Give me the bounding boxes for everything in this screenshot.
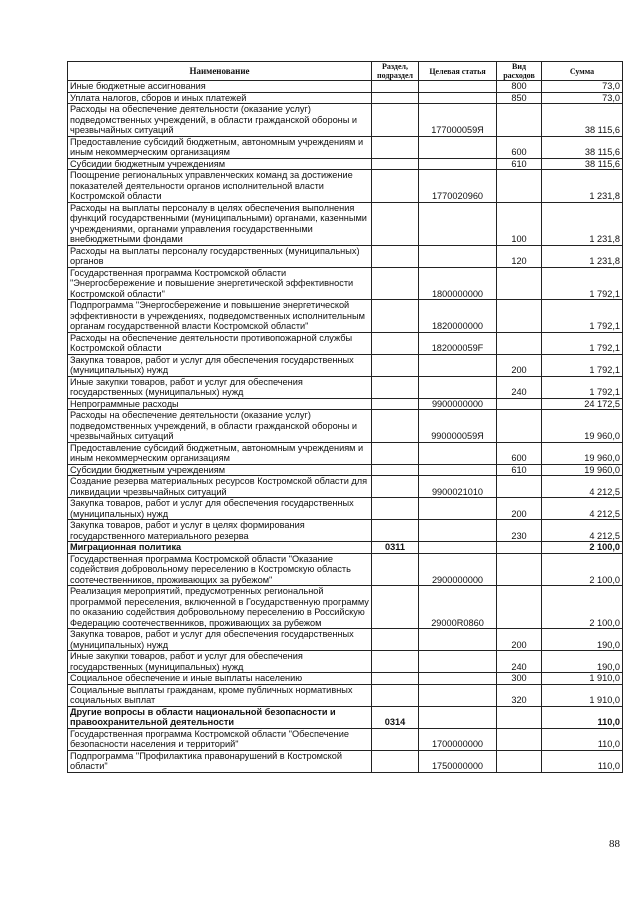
cell-exptype xyxy=(497,728,542,750)
cell-name: Закупка товаров, работ и услуг для обеспечения государственных (муниципальных) нужд xyxy=(68,498,372,520)
cell-target: 2900000000 xyxy=(419,553,497,586)
cell-exptype: 100 xyxy=(497,202,542,245)
cell-amount: 1 231,8 xyxy=(542,202,623,245)
table-row xyxy=(68,170,623,203)
cell-section xyxy=(372,684,419,706)
cell-section xyxy=(372,442,419,464)
cell-exptype xyxy=(497,586,542,629)
cell-section xyxy=(372,354,419,376)
cell-amount: 4 212,5 xyxy=(542,520,623,542)
cell-amount: 38 115,6 xyxy=(542,136,623,158)
col-header-target: Целевая статья xyxy=(419,62,497,81)
table-row xyxy=(68,684,623,706)
table-row xyxy=(68,542,623,554)
cell-section xyxy=(372,300,419,333)
cell-exptype: 200 xyxy=(497,498,542,520)
cell-name: Уплата налогов, сборов и иных платежей xyxy=(68,92,372,104)
col-header-exptype: Вид расходов xyxy=(497,62,542,81)
cell-section xyxy=(372,498,419,520)
cell-target xyxy=(419,464,497,476)
cell-target xyxy=(419,376,497,398)
table-header-row xyxy=(68,62,623,81)
cell-target xyxy=(419,158,497,170)
table-row xyxy=(68,553,623,586)
cell-exptype xyxy=(497,332,542,354)
table-row xyxy=(68,410,623,443)
cell-amount: 1 792,1 xyxy=(542,267,623,300)
cell-amount: 190,0 xyxy=(542,651,623,673)
cell-section xyxy=(372,245,419,267)
cell-amount: 1 792,1 xyxy=(542,332,623,354)
cell-exptype: 320 xyxy=(497,684,542,706)
cell-amount: 19 960,0 xyxy=(542,442,623,464)
cell-target: 177000059Я xyxy=(419,104,497,137)
cell-exptype: 850 xyxy=(497,92,542,104)
table-row xyxy=(68,354,623,376)
cell-exptype: 120 xyxy=(497,245,542,267)
cell-exptype xyxy=(497,170,542,203)
cell-name: Социальное обеспечение и иные выплаты населению xyxy=(68,673,372,685)
cell-exptype: 600 xyxy=(497,442,542,464)
cell-name: Государственная программа Костромской области "Обеспечение безопасности населения и территорий" xyxy=(68,728,372,750)
table-row xyxy=(68,476,623,498)
cell-target xyxy=(419,498,497,520)
cell-section: 0311 xyxy=(372,542,419,554)
table-row xyxy=(68,750,623,772)
cell-target xyxy=(419,520,497,542)
cell-amount: 1 231,8 xyxy=(542,245,623,267)
table-row xyxy=(68,92,623,104)
cell-section xyxy=(372,267,419,300)
cell-exptype: 610 xyxy=(497,464,542,476)
page-number: 88 xyxy=(609,838,620,850)
cell-target xyxy=(419,542,497,554)
cell-amount: 2 100,0 xyxy=(542,553,623,586)
cell-target: 1820000000 xyxy=(419,300,497,333)
cell-target xyxy=(419,651,497,673)
cell-name: Социальные выплаты гражданам, кроме публичных нормативных социальных выплат xyxy=(68,684,372,706)
cell-amount: 38 115,6 xyxy=(542,104,623,137)
cell-amount: 1 792,1 xyxy=(542,376,623,398)
cell-target xyxy=(419,136,497,158)
cell-amount: 73,0 xyxy=(542,81,623,93)
cell-target xyxy=(419,92,497,104)
table-row xyxy=(68,300,623,333)
cell-name: Подпрограмма "Энергосбережение и повышение энергетической эффективности в учреждениях, подведомственных исполнительным органам государственной власти Костромской области" xyxy=(68,300,372,333)
cell-target: 9900021010 xyxy=(419,476,497,498)
cell-name: Расходы на выплаты персоналу в целях обеспечения выполнения функций государственными (муниципальными) органами, казенными учреждениями, органами управления государственными внебюджетными фондами xyxy=(68,202,372,245)
cell-section xyxy=(372,673,419,685)
table-row xyxy=(68,245,623,267)
table-row xyxy=(68,706,623,728)
cell-name: Предоставление субсидий бюджетным, автономным учреждениям и иным некоммерческим организациям xyxy=(68,136,372,158)
cell-target: 990000059Я xyxy=(419,410,497,443)
cell-section xyxy=(372,553,419,586)
cell-name: Государственная программа Костромской области "Энергосбережение и повышение энергетической эффективности Костромской области" xyxy=(68,267,372,300)
cell-amount: 2 100,0 xyxy=(542,586,623,629)
table-row xyxy=(68,136,623,158)
cell-name: Поощрение региональных управленческих команд за достижение показателей деятельности органов исполнительной власти Костромской области xyxy=(68,170,372,203)
cell-exptype: 300 xyxy=(497,673,542,685)
cell-name: Государственная программа Костромской области "Оказание содействия добровольному переселению в Костромскую область соотечественников, проживающих за рубежом" xyxy=(68,553,372,586)
cell-section xyxy=(372,586,419,629)
cell-target xyxy=(419,245,497,267)
table-row xyxy=(68,104,623,137)
cell-amount: 4 212,5 xyxy=(542,476,623,498)
cell-exptype xyxy=(497,706,542,728)
cell-name: Закупка товаров, работ и услуг в целях формирования государственного материального резерва xyxy=(68,520,372,542)
cell-section xyxy=(372,104,419,137)
cell-name: Создание резерва материальных ресурсов Костромской области для ликвидации чрезвычайных ситуаций xyxy=(68,476,372,498)
budget-table xyxy=(67,61,623,773)
cell-target xyxy=(419,673,497,685)
table-row xyxy=(68,158,623,170)
table-row xyxy=(68,520,623,542)
cell-amount: 1 792,1 xyxy=(542,300,623,333)
cell-exptype: 240 xyxy=(497,651,542,673)
cell-section xyxy=(372,81,419,93)
table-row xyxy=(68,202,623,245)
cell-section xyxy=(372,476,419,498)
cell-amount: 190,0 xyxy=(542,629,623,651)
cell-exptype: 230 xyxy=(497,520,542,542)
cell-exptype xyxy=(497,542,542,554)
cell-amount: 19 960,0 xyxy=(542,410,623,443)
cell-section xyxy=(372,464,419,476)
table-row xyxy=(68,586,623,629)
cell-name: Расходы на обеспечение деятельности (оказание услуг) подведомственных учреждений, в области гражданской обороны и чрезвычайных ситуаций xyxy=(68,104,372,137)
cell-name: Подпрограмма "Профилактика правонарушений в Костромской области" xyxy=(68,750,372,772)
cell-section xyxy=(372,750,419,772)
cell-section xyxy=(372,170,419,203)
cell-exptype: 600 xyxy=(497,136,542,158)
cell-amount: 38 115,6 xyxy=(542,158,623,170)
cell-section xyxy=(372,158,419,170)
table-row xyxy=(68,398,623,410)
table-row xyxy=(68,673,623,685)
cell-name: Реализация мероприятий, предусмотренных региональной программой переселения, включенной в Государственную программу по оказанию содействия добровольному переселению в Российскую Федерацию соотечественников, проживающих за рубежом xyxy=(68,586,372,629)
cell-exptype: 200 xyxy=(497,354,542,376)
cell-target xyxy=(419,354,497,376)
table-row xyxy=(68,498,623,520)
cell-section xyxy=(372,332,419,354)
cell-amount: 4 212,5 xyxy=(542,498,623,520)
cell-amount: 1 910,0 xyxy=(542,684,623,706)
cell-name: Предоставление субсидий бюджетным, автономным учреждениям и иным некоммерческим организациям xyxy=(68,442,372,464)
cell-name: Расходы на выплаты персоналу государственных (муниципальных) органов xyxy=(68,245,372,267)
table-row xyxy=(68,81,623,93)
cell-exptype xyxy=(497,104,542,137)
cell-name: Расходы на обеспечение деятельности (оказание услуг) подведомственных учреждений, в области гражданской обороны и чрезвычайных ситуаций xyxy=(68,410,372,443)
cell-exptype: 200 xyxy=(497,629,542,651)
cell-target xyxy=(419,684,497,706)
cell-target xyxy=(419,442,497,464)
table-row xyxy=(68,464,623,476)
cell-section xyxy=(372,410,419,443)
cell-amount: 110,0 xyxy=(542,706,623,728)
cell-section xyxy=(372,398,419,410)
col-header-amount: Сумма xyxy=(542,62,623,81)
col-header-section: Раздел, подраздел xyxy=(372,62,419,81)
table-row xyxy=(68,442,623,464)
cell-exptype xyxy=(497,300,542,333)
col-header-name: Наименование xyxy=(68,62,372,81)
cell-exptype: 610 xyxy=(497,158,542,170)
cell-section xyxy=(372,520,419,542)
cell-amount: 1 792,1 xyxy=(542,354,623,376)
cell-exptype xyxy=(497,476,542,498)
table-row xyxy=(68,728,623,750)
cell-target xyxy=(419,706,497,728)
cell-section xyxy=(372,92,419,104)
cell-exptype xyxy=(497,267,542,300)
cell-target: 1800000000 xyxy=(419,267,497,300)
cell-exptype xyxy=(497,398,542,410)
cell-amount: 1 910,0 xyxy=(542,673,623,685)
cell-amount: 19 960,0 xyxy=(542,464,623,476)
cell-name: Расходы на обеспечение деятельности противопожарной службы Костромской области xyxy=(68,332,372,354)
cell-target: 1770020960 xyxy=(419,170,497,203)
cell-name: Субсидии бюджетным учреждениям xyxy=(68,464,372,476)
cell-amount: 110,0 xyxy=(542,750,623,772)
cell-section xyxy=(372,651,419,673)
cell-target xyxy=(419,202,497,245)
cell-name: Другие вопросы в области национальной безопасности и правоохранительной деятельности xyxy=(68,706,372,728)
cell-amount: 1 231,8 xyxy=(542,170,623,203)
cell-exptype: 800 xyxy=(497,81,542,93)
cell-section xyxy=(372,376,419,398)
cell-amount: 110,0 xyxy=(542,728,623,750)
cell-name: Иные бюджетные ассигнования xyxy=(68,81,372,93)
cell-name: Непрограммные расходы xyxy=(68,398,372,410)
cell-name: Иные закупки товаров, работ и услуг для обеспечения государственных (муниципальных) нужд xyxy=(68,651,372,673)
cell-exptype xyxy=(497,750,542,772)
cell-target: 182000059F xyxy=(419,332,497,354)
cell-amount: 2 100,0 xyxy=(542,542,623,554)
table-body xyxy=(68,81,623,773)
cell-amount: 24 172,5 xyxy=(542,398,623,410)
cell-section xyxy=(372,728,419,750)
cell-name: Закупка товаров, работ и услуг для обеспечения государственных (муниципальных) нужд xyxy=(68,629,372,651)
cell-target: 1700000000 xyxy=(419,728,497,750)
cell-name: Субсидии бюджетным учреждениям xyxy=(68,158,372,170)
table-row xyxy=(68,376,623,398)
cell-name: Миграционная политика xyxy=(68,542,372,554)
cell-section xyxy=(372,136,419,158)
cell-target: 29000R0860 xyxy=(419,586,497,629)
table-row xyxy=(68,267,623,300)
cell-name: Закупка товаров, работ и услуг для обеспечения государственных (муниципальных) нужд xyxy=(68,354,372,376)
cell-section xyxy=(372,629,419,651)
cell-exptype xyxy=(497,553,542,586)
cell-name: Иные закупки товаров, работ и услуг для обеспечения государственных (муниципальных) нужд xyxy=(68,376,372,398)
table-row xyxy=(68,651,623,673)
cell-exptype: 240 xyxy=(497,376,542,398)
cell-amount: 73,0 xyxy=(542,92,623,104)
table-row xyxy=(68,332,623,354)
cell-target: 9900000000 xyxy=(419,398,497,410)
table-row xyxy=(68,629,623,651)
cell-section xyxy=(372,202,419,245)
cell-section: 0314 xyxy=(372,706,419,728)
cell-exptype xyxy=(497,410,542,443)
cell-target xyxy=(419,81,497,93)
cell-target: 1750000000 xyxy=(419,750,497,772)
cell-target xyxy=(419,629,497,651)
